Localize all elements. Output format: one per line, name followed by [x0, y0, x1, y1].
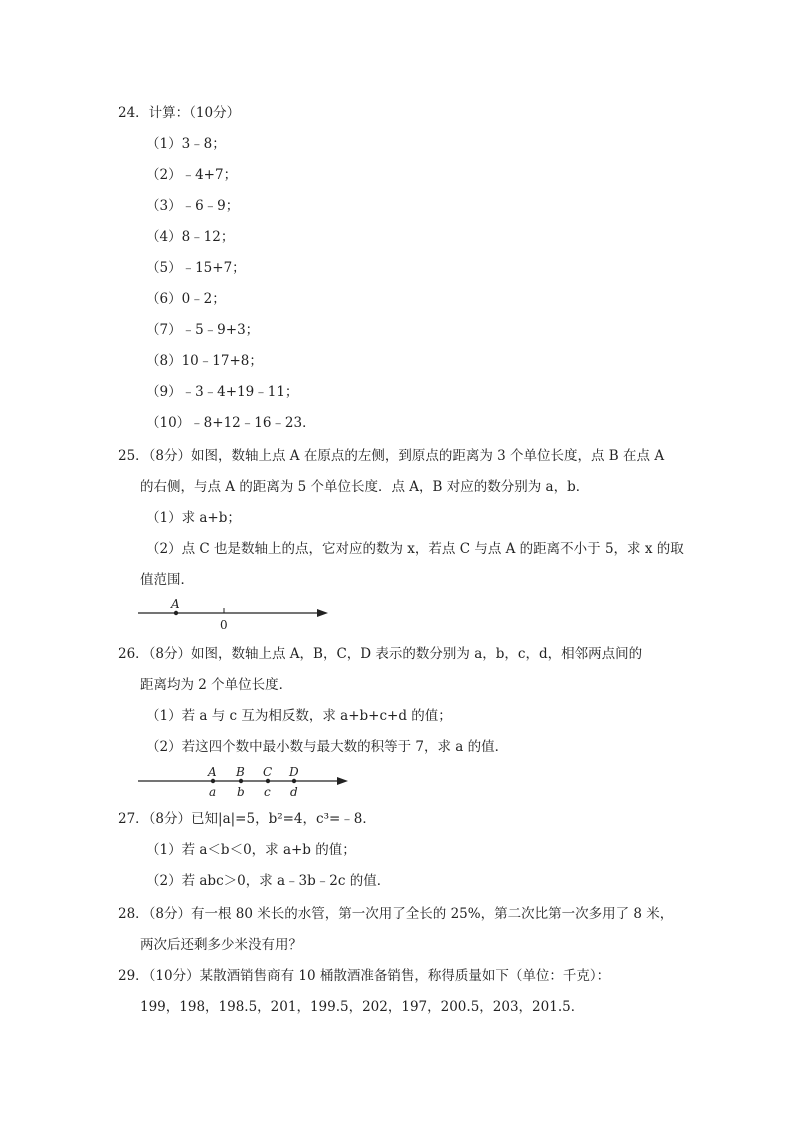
- q24-item-3: （3）﹣6﹣9；: [146, 198, 240, 214]
- q26-stem-line2: 距离均为 2 个单位长度．: [140, 677, 293, 693]
- q26-point-b: [239, 779, 243, 783]
- q24-item-10: （10）﹣8+12﹣16﹣23．: [146, 415, 316, 431]
- q25-point-a-label: A: [171, 597, 180, 611]
- q25-axis-arrow: [317, 609, 328, 617]
- q24-item-6: （6）0﹣2；: [146, 291, 226, 307]
- q25-part2-line1: （2）点 C 也是数轴上的点，它对应的数为 x，若点 C 与点 A 的距离不小于 5，求 x 的取: [146, 541, 684, 557]
- q25-part2-line2: 值范围．: [140, 572, 194, 588]
- q26-point-d: [292, 779, 296, 783]
- q26-axis-arrow: [337, 777, 348, 785]
- q26-label-upper-a: A: [208, 765, 217, 779]
- q26-label-upper-c: C: [263, 765, 273, 779]
- q24-item-4: （4）8﹣12；: [146, 229, 235, 245]
- q25-part1: （1）求 a+b；: [146, 510, 241, 526]
- q27-part1: （1）若 a＜b＜0，求 a+b 的值；: [146, 842, 356, 858]
- q24-header: 24．计算：（10分）: [118, 105, 241, 121]
- q25-stem-line1: 25．（8分）如图，数轴上点 A 在原点的左侧，到原点的距离为 3 个单位长度，点 B 在点 A: [118, 448, 665, 464]
- q24-item-7: （7）﹣5﹣9+3；: [146, 322, 260, 338]
- q26-number-line-figure: [130, 764, 360, 800]
- q26-point-a: [211, 779, 215, 783]
- q29-data-line: 199，198，198.5，201，199.5，202，197，200.5，203，201.5．: [140, 999, 585, 1015]
- q26-stem-line1: 26．（8分）如图，数轴上点 A，B，C，D 表示的数分别为 a，b，c，d，相邻两点间的: [118, 646, 643, 662]
- q27-part2: （2）若 abc＞0，求 a﹣3b﹣2c 的值．: [146, 873, 391, 889]
- q29-stem-line1: 29．（10分）某散酒销售商有 10 桶散酒准备销售，称得质量如下（单位：千克）：: [118, 968, 611, 984]
- q24-item-9: （9）﹣3﹣4+19﹣11；: [146, 384, 299, 400]
- q26-point-c: [266, 779, 270, 783]
- q26-label-lower-b: b: [237, 785, 245, 799]
- q26-label-lower-a: a: [209, 785, 217, 799]
- q28-stem-line2: 两次后还剩多少米没有用？: [140, 937, 302, 953]
- q25-point-a: [174, 611, 178, 615]
- q24-item-8: （8）10﹣17+8；: [146, 353, 263, 369]
- q26-part2: （2）若这四个数中最小数与最大数的积等于 7，求 a 的值．: [146, 739, 509, 755]
- q24-item-1: （1）3﹣8；: [146, 136, 226, 152]
- q25-origin-label: 0: [220, 618, 228, 632]
- q26-label-lower-c: c: [264, 785, 271, 799]
- q26-label-upper-d: D: [289, 765, 299, 779]
- q26-label-lower-d: d: [290, 785, 298, 799]
- q26-part1: （1）若 a 与 c 互为相反数，求 a+b+c+d 的值；: [146, 708, 452, 724]
- q25-stem-line2: 的右侧，与点 A 的距离为 5 个单位长度．点 A，B 对应的数分别为 a，b．: [140, 479, 590, 495]
- q24-item-5: （5）﹣15+7；: [146, 260, 246, 276]
- q27-stem: 27．（8分）已知|a|=5，b²=4，c³=﹣8．: [118, 811, 376, 827]
- q26-label-upper-b: B: [236, 765, 245, 779]
- q24-item-2: （2）﹣4+7；: [146, 167, 238, 183]
- q25-number-line-figure: [130, 596, 340, 636]
- q28-stem-line1: 28．（8分）有一根 80 米长的水管，第一次用了全长的 25%，第二次比第一次多用了 8 米，: [118, 906, 674, 922]
